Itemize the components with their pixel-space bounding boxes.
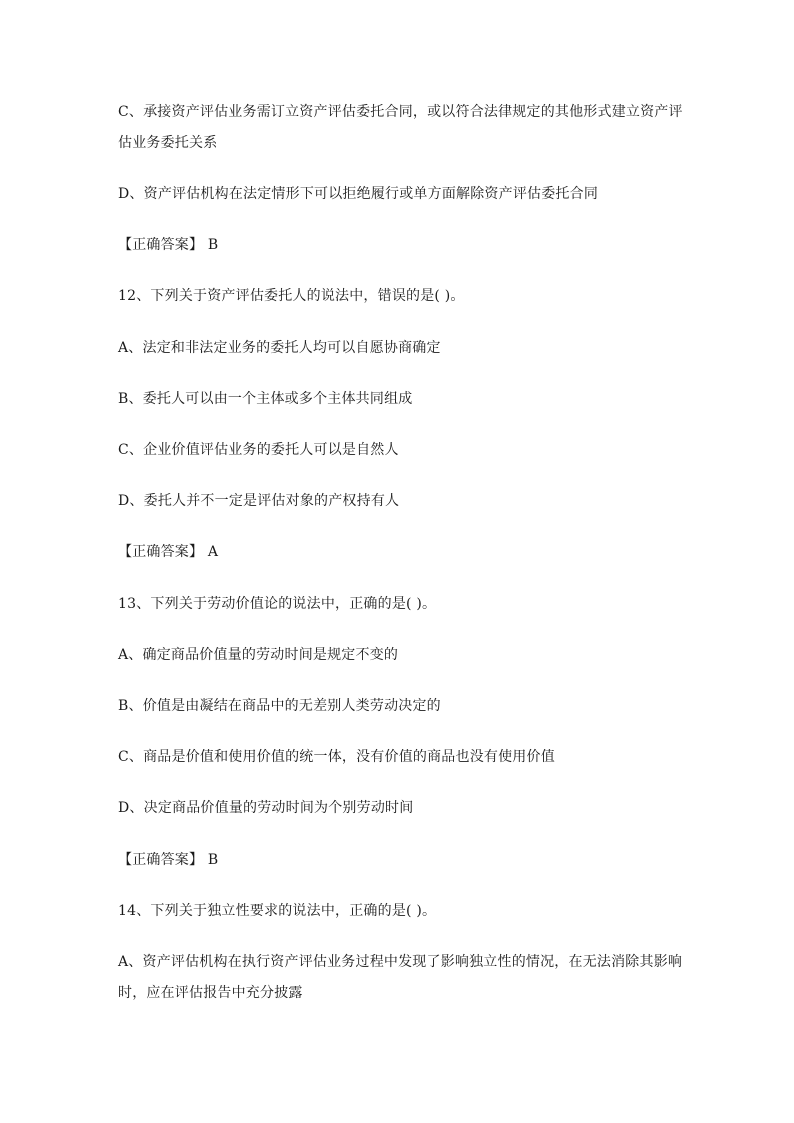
q14-stem: 14、下列关于独立性要求的说法中，正确的是( )。	[118, 903, 437, 919]
q12-stem: 12、下列关于资产评估委托人的说法中，错误的是( )。	[118, 288, 465, 304]
q13-answer: 【正确答案】 B	[118, 852, 219, 868]
q12-option-c: C、企业价值评估业务的委托人可以是自然人	[118, 442, 399, 458]
q14-option-a-line-2: 时，应在评估报告中充分披露	[118, 985, 303, 1001]
q13-option-c: C、商品是价值和使用价值的统一体，没有价值的商品也没有使用价值	[118, 749, 555, 765]
q12-option-d: D、委托人并不一定是评估对象的产权持有人	[118, 493, 400, 509]
q14-option-a-line-1: A、资产评估机构在执行资产评估业务过程中发现了影响独立性的情况，在无法消除其影响	[118, 954, 683, 970]
q12-option-a: A、法定和非法定业务的委托人均可以自愿协商确定	[118, 340, 441, 356]
q13-option-b: B、价值是由凝结在商品中的无差别人类劳动决定的	[118, 698, 441, 714]
q12-option-b: B、委托人可以由一个主体或多个主体共同组成	[118, 391, 413, 407]
q13-option-a: A、确定商品价值量的劳动时间是规定不变的	[118, 647, 399, 663]
q13-stem: 13、下列关于劳动价值论的说法中，正确的是( )。	[118, 596, 437, 612]
q11-option-c-line-2: 估业务委托关系	[118, 135, 218, 151]
q13-option-d: D、决定商品价值量的劳动时间为个别劳动时间	[118, 800, 414, 816]
q11-answer: 【正确答案】 B	[118, 237, 219, 253]
q11-option-c-line-1: C、承接资产评估业务需订立资产评估委托合同，或以符合法律规定的其他形式建立资产评	[118, 104, 683, 120]
q11-option-d: D、资产评估机构在法定情形下可以拒绝履行或单方面解除资产评估委托合同	[118, 186, 599, 202]
q12-answer: 【正确答案】 A	[118, 544, 219, 560]
